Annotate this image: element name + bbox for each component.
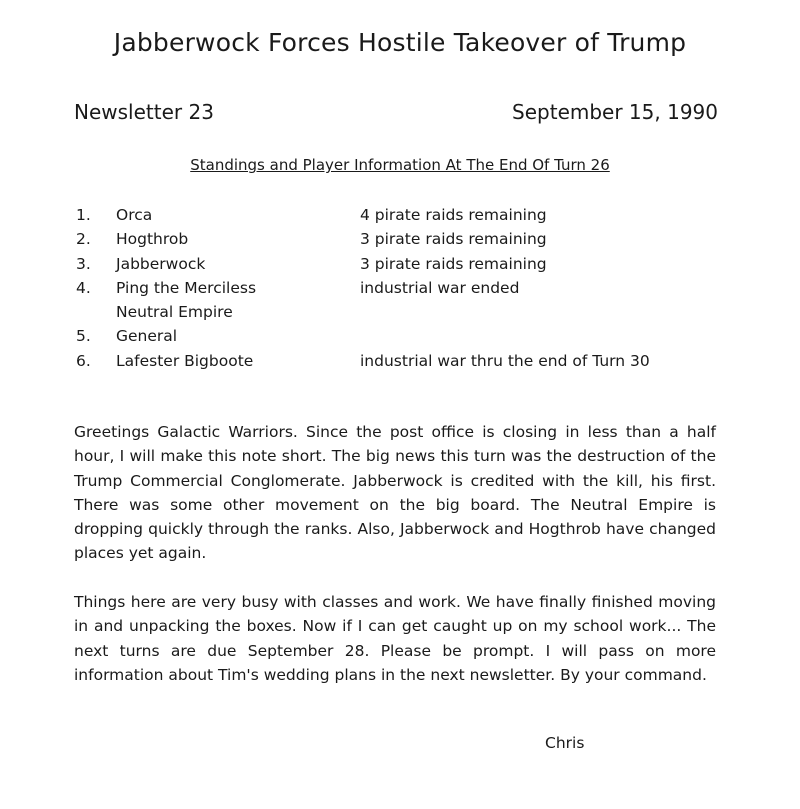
standings-rank: 3. xyxy=(76,254,91,273)
player-name: Neutral Empire xyxy=(116,303,233,322)
player-note: industrial war thru the end of Turn 30 xyxy=(360,351,650,370)
player-note: industrial war ended xyxy=(360,278,520,297)
player-name: Ping the Merciless xyxy=(116,278,257,297)
player-name: Lafester Bigboote xyxy=(116,351,254,370)
player-note: 4 pirate raids remaining xyxy=(360,206,547,224)
newsletter-date: September 15, 1990 xyxy=(512,100,718,124)
body-paragraph-2: Things here are very busy with classes and work. We have finally finished moving in and unpacking the boxes. Now if I can get caught up on my school work... The next turns are due September 28. Please be prompt. I will pass on more information about Tim's wedding plans in the next newsletter. By your command. xyxy=(74,593,716,684)
player-note: 3 pirate raids remaining xyxy=(360,254,547,273)
player-name: Jabberwock xyxy=(116,254,206,273)
player-name: General xyxy=(116,327,178,346)
newsletter-number: Newsletter 23 xyxy=(74,100,214,124)
standings-rank: 2. xyxy=(76,230,91,249)
signature: Chris xyxy=(545,734,585,752)
standings-rank: 6. xyxy=(76,351,91,370)
standings-heading: Standings and Player Information At The End Of Turn 26 xyxy=(190,156,610,174)
player-name: Hogthrob xyxy=(116,230,189,249)
player-note: 3 pirate raids remaining xyxy=(360,230,547,249)
body-paragraph-1: Greetings Galactic Warriors. Since the post office is closing in less than a half hour, I will make this note short. The big news this turn was the destruction of the Trump Commercial Conglomerate. Jabberwock is credited with the kill, his first. There was some other movement on the big board. The Neutral Empire is dropping quickly through the ranks. Also, Jabberwock and Hogthrob have changed places yet again. xyxy=(74,423,716,563)
standings-rank: 1. xyxy=(76,206,91,224)
standings-rank: 5. xyxy=(76,327,91,346)
newsletter-title: Jabberwock Forces Hostile Takeover of Trump xyxy=(113,28,687,57)
player-name: Orca xyxy=(116,206,153,224)
standings-rank: 4. xyxy=(76,278,91,297)
